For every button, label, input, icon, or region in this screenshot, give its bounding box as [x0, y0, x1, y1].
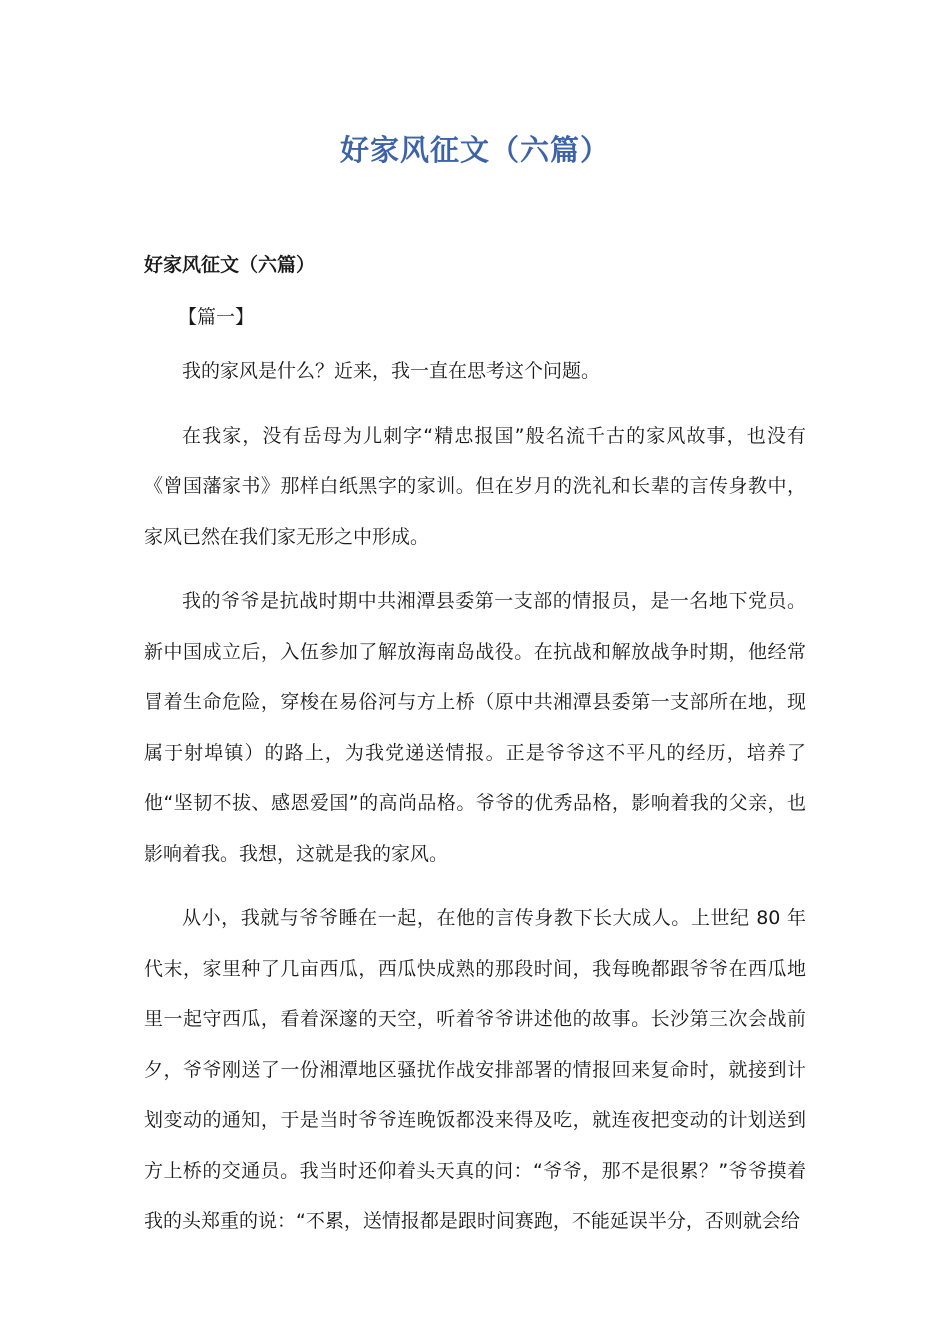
paragraph: 我的爷爷是抗战时期中共湘潭县委第一支部的情报员，是一名地下党员。新中国成立后，入伍参加了解放海南岛战役。在抗战和解放战争时期，他经常冒着生命危险，穿梭在易俗河与方上桥（原中共湘潭县委第一支部所在地，现属于射埠镇）的路上，为我党递送情报。正是爷爷这不平凡的经历，培养了他“坚韧不拔、感恩爱国”的高尚品格。爷爷的优秀品格，影响着我的父亲，也影响着我。我想，这就是我的家风。 [144, 590, 806, 865]
document-subtitle: 好家风征文（六篇） [144, 254, 316, 276]
section-label: 【篇一】 [178, 306, 255, 328]
paragraph: 我的家风是什么？近来，我一直在思考这个问题。 [182, 360, 601, 382]
paragraph: 在我家，没有岳母为儿刺字“精忠报国”般名流千古的家风故事，也没有《曾国藩家书》那样白纸黑字的家训。但在岁月的洗礼和长辈的言传身教中，家风已然在我们家无形之中形成。 [144, 424, 806, 548]
document-body [144, 246, 806, 1247]
paragraph: 从小，我就与爷爷睡在一起，在他的言传身教下长大成人。上世纪 80 年代末，家里种了几亩西瓜，西瓜快成熟的那段时间，我每晚都跟爷爷在西瓜地里一起守西瓜，看着深邃的天空，听着爷爷讲述他的故事。长沙第三次会战前夕，爷爷刚送了一份湘潭地区骚扰作战安排部署的情报回来复命时，就接到计划变动的通知，于是当时爷爷连晚饭都没来得及吃，就连夜把变动的计划送到方上桥的交通员。我当时还仰着头天真的问：“爷爷，那不是很累？”爷爷摸着我的头郑重的说：“不累，送情报都是跟时间赛跑，不能延误半分，否则就会给 [144, 907, 806, 1232]
document-title: 好家风征文（六篇） [339, 133, 610, 167]
